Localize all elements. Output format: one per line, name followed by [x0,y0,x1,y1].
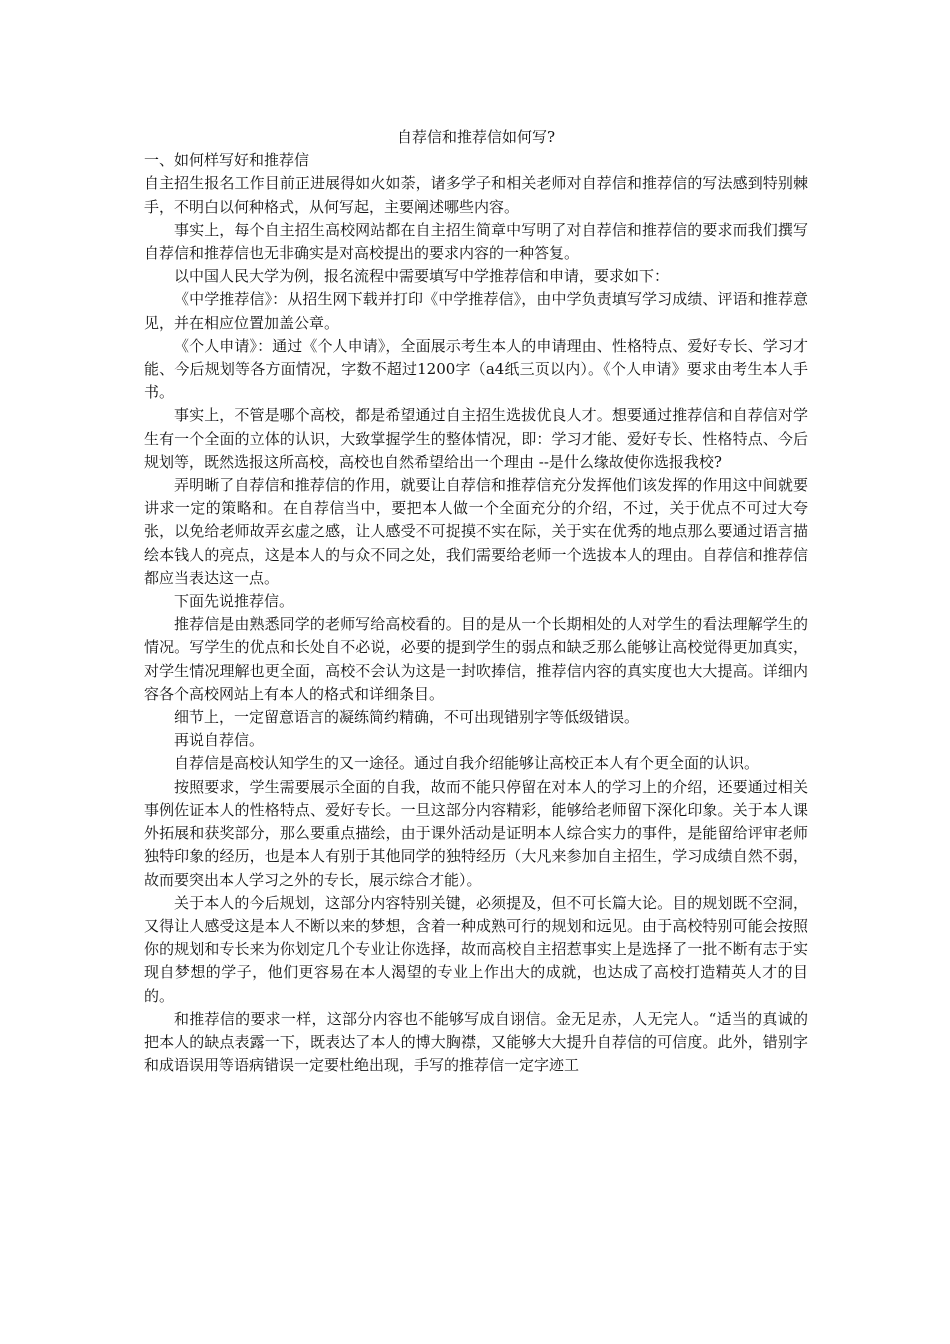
paragraph: 《个人申请》：通过《个人申请》，全面展示考生本人的申请理由、性格特点、爱好专长、学习才能、今后规划等各方面情况，字数不超过1200字（a4纸三页以内）。《个人申请》要求由考生本人手书。 [144,336,808,402]
paragraph: 关于本人的今后规划，这部分内容特别关键，必须提及，但不可长篇大论。目的规划既不空洞，又得让人感受这是本人不断以来的梦想，含着一种成熟可行的规划和远见。由于高校特别可能会按照你的规划和专长来为你划定几个专业让你选择，故而高校自主招惹事实上是选择了一批不断有志于实现自梦想的学子，他们更容易在本人渴望的专业上作出大的成就，也达成了高校打造精英人才的目的。 [144,893,808,1005]
paragraph: 以中国人民大学为例，报名流程中需要填写中学推荐信和申请，要求如下： [174,267,670,286]
paragraph: 自主招生报名工作目前正进展得如火如荼，诸多学子和相关老师对自荐信和推荐信的写法感到特别棘手，不明白以何种格式，从何写起，主要阐述哪些内容。 [144,174,808,216]
paragraph: 事实上，不管是哪个高校，都是希望通过自主招生选拔优良人才。想要通过推荐信和自荐信对学生有一个全面的立体的认识，大致掌握学生的整体情况，即：学习才能、爱好专长、性格特点、今后规划等，既然选报这所高校，高校也自然希望给出一个理由 --是什么缘故使你选报我校? [144,406,808,471]
paragraph: 事实上，每个自主招生高校网站都在自主招生简章中写明了对自荐信和推荐信的要求而我们撰写自荐信和推荐信也无非确实是对高校提出的要求内容的一种答复。 [144,220,808,263]
paragraph: 下面先说推荐信。 [174,592,295,611]
document-body [144,126,808,1077]
paragraph: 推荐信是由熟悉同学的老师写给高校看的。目的是从一个长期相处的人对学生的看法理解学生的情况。写学生的优点和长处自不必说，必要的提到学生的弱点和缺乏那么能够让高校觉得更加真实，对学生情况理解也更全面，高校不会认为这是一封吹捧信，推荐信内容的真实度也大大提高。详细内容各个高校网站上有本人的格式和详细条目。 [144,615,808,703]
paragraph: 再说自荐信。 [174,731,265,750]
paragraph: 《中学推荐信》：从招生网下载并打印《中学推荐信》，由中学负责填写学习成绩、评语和推荐意见，并在相应位置加盖公章。 [144,290,808,332]
paragraph: 细节上，一定留意语言的凝练简约精确，不可出现错别字等低级错误。 [174,708,640,727]
section-heading: 一、如何样写好和推荐信 [144,151,310,170]
paragraph: 和推荐信的要求一样，这部分内容也不能够写成自诩信。金无足赤，人无完人。“适当的真诚的把本人的缺点表露一下，既表达了本人的博大胸襟，又能够大大提升自荐信的可信度。此外，错别字和成语误用等语病错误一定要杜绝出现，手写的推荐信一定字迹工 [144,1009,808,1075]
document-title: 自荐信和推荐信如何写? [396,128,556,146]
paragraph: 弄明晰了自荐信和推荐信的作用，就要让自荐信和推荐信充分发挥他们该发挥的作用这中间就要讲求一定的策略和。在自荐信当中，要把本人做一个全面充分的介绍，不过，关于优点不可过大夸张，以免给老师故弄玄虚之感，让人感受不可捉摸不实在际，关于实在优秀的地点那么要通过语言描绘本钱人的亮点，这是本人的与众不同之处，我们需要给老师一个选拔本人的理由。自荐信和推荐信都应当表达这一点。 [144,476,808,587]
paragraph: 自荐信是高校认知学生的又一途径。通过自我介绍能够让高校正本人有个更全面的认识。 [174,754,760,773]
paragraph: 按照要求，学生需要展示全面的自我，故而不能只停留在对本人的学习上的介绍，还要通过相关事例佐证本人的性格特点、爱好专长。一旦这部分内容精彩，能够给老师留下深化印象。关于本人课外拓展和获奖部分，那么要重点描绘，由于课外活动是证明本人综合实力的事件，是能留给评审老师独特印象的经历，也是本人有别于其他同学的独特经历（大凡来参加自主招生，学习成绩自然不弱，故而要突出本人学习之外的专长，展示综合才能）。 [144,777,808,889]
